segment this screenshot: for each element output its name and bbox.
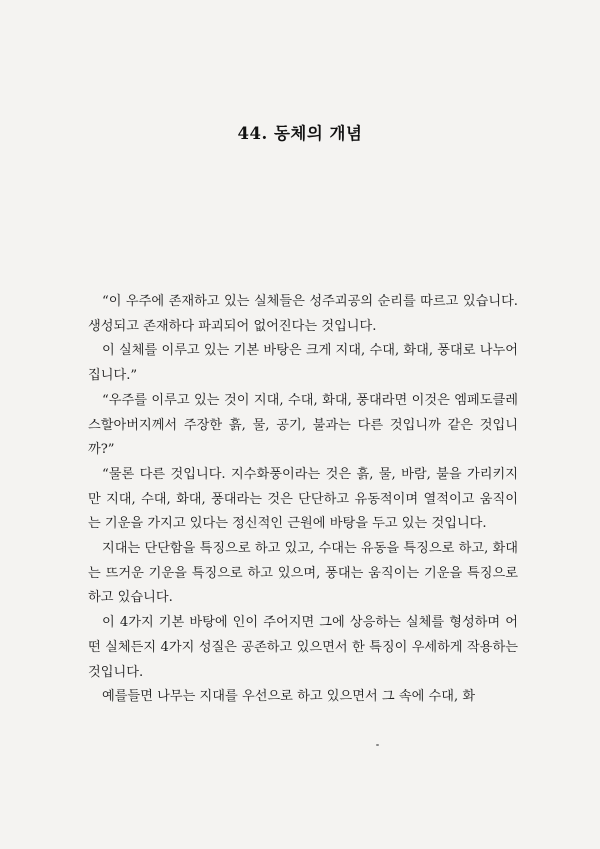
page-title: 44. 동체의 개념 bbox=[237, 124, 363, 143]
paragraph-7: 예를들면 나무는 지대를 우선으로 하고 있으면서 그 속에 수대, 화 bbox=[102, 689, 476, 705]
ink-speck bbox=[376, 744, 379, 746]
paragraph-6: 이 4가지 기본 바탕에 인이 주어지면 그에 상응하는 실체를 형성하며 어떤 실체든지 4가지 성질은 공존하고 있으면서 한 특징이 우세하게 작용하는 것입니다. bbox=[88, 615, 518, 680]
paragraph-1: “이 우주에 존재하고 있는 실체들은 성주괴공의 순리를 따르고 있습니다. 생성되고 존재하다 파괴되어 없어진다는 것입니다. bbox=[88, 294, 518, 334]
paragraph-3: “우주를 이루고 있는 것이 지대, 수대, 화대, 풍대라면 이것은 엠페도클레스할아버지께서 주장한 흙, 물, 공기, 불과는 다른 것입니까 같은 것입니까?” bbox=[88, 392, 518, 458]
paragraph-4: “물론 다른 것입니다. 지수화풍이라는 것은 흙, 물, 바람, 불을 가리키지만 지대, 수대, 화대, 풍대라는 것은 단단하고 유동적이며 열적이고 움직이는 기운을 가지고 있다는 정신적인 근원에 바탕을 두고 있는 것입니다. bbox=[88, 466, 518, 532]
paragraph-2: 이 실체를 이루고 있는 기본 바탕은 크게 지대, 수대, 화대, 풍대로 나누어 집니다.” bbox=[88, 343, 518, 384]
body-text bbox=[88, 290, 518, 710]
paragraph-5: 지대는 단단함을 특징으로 하고 있고, 수대는 유동을 특징으로 하고, 화대는 뜨거운 기운을 특징으로 하고 있으며, 풍대는 움직이는 기운을 특징으로 하고 있습니다. bbox=[88, 541, 518, 606]
